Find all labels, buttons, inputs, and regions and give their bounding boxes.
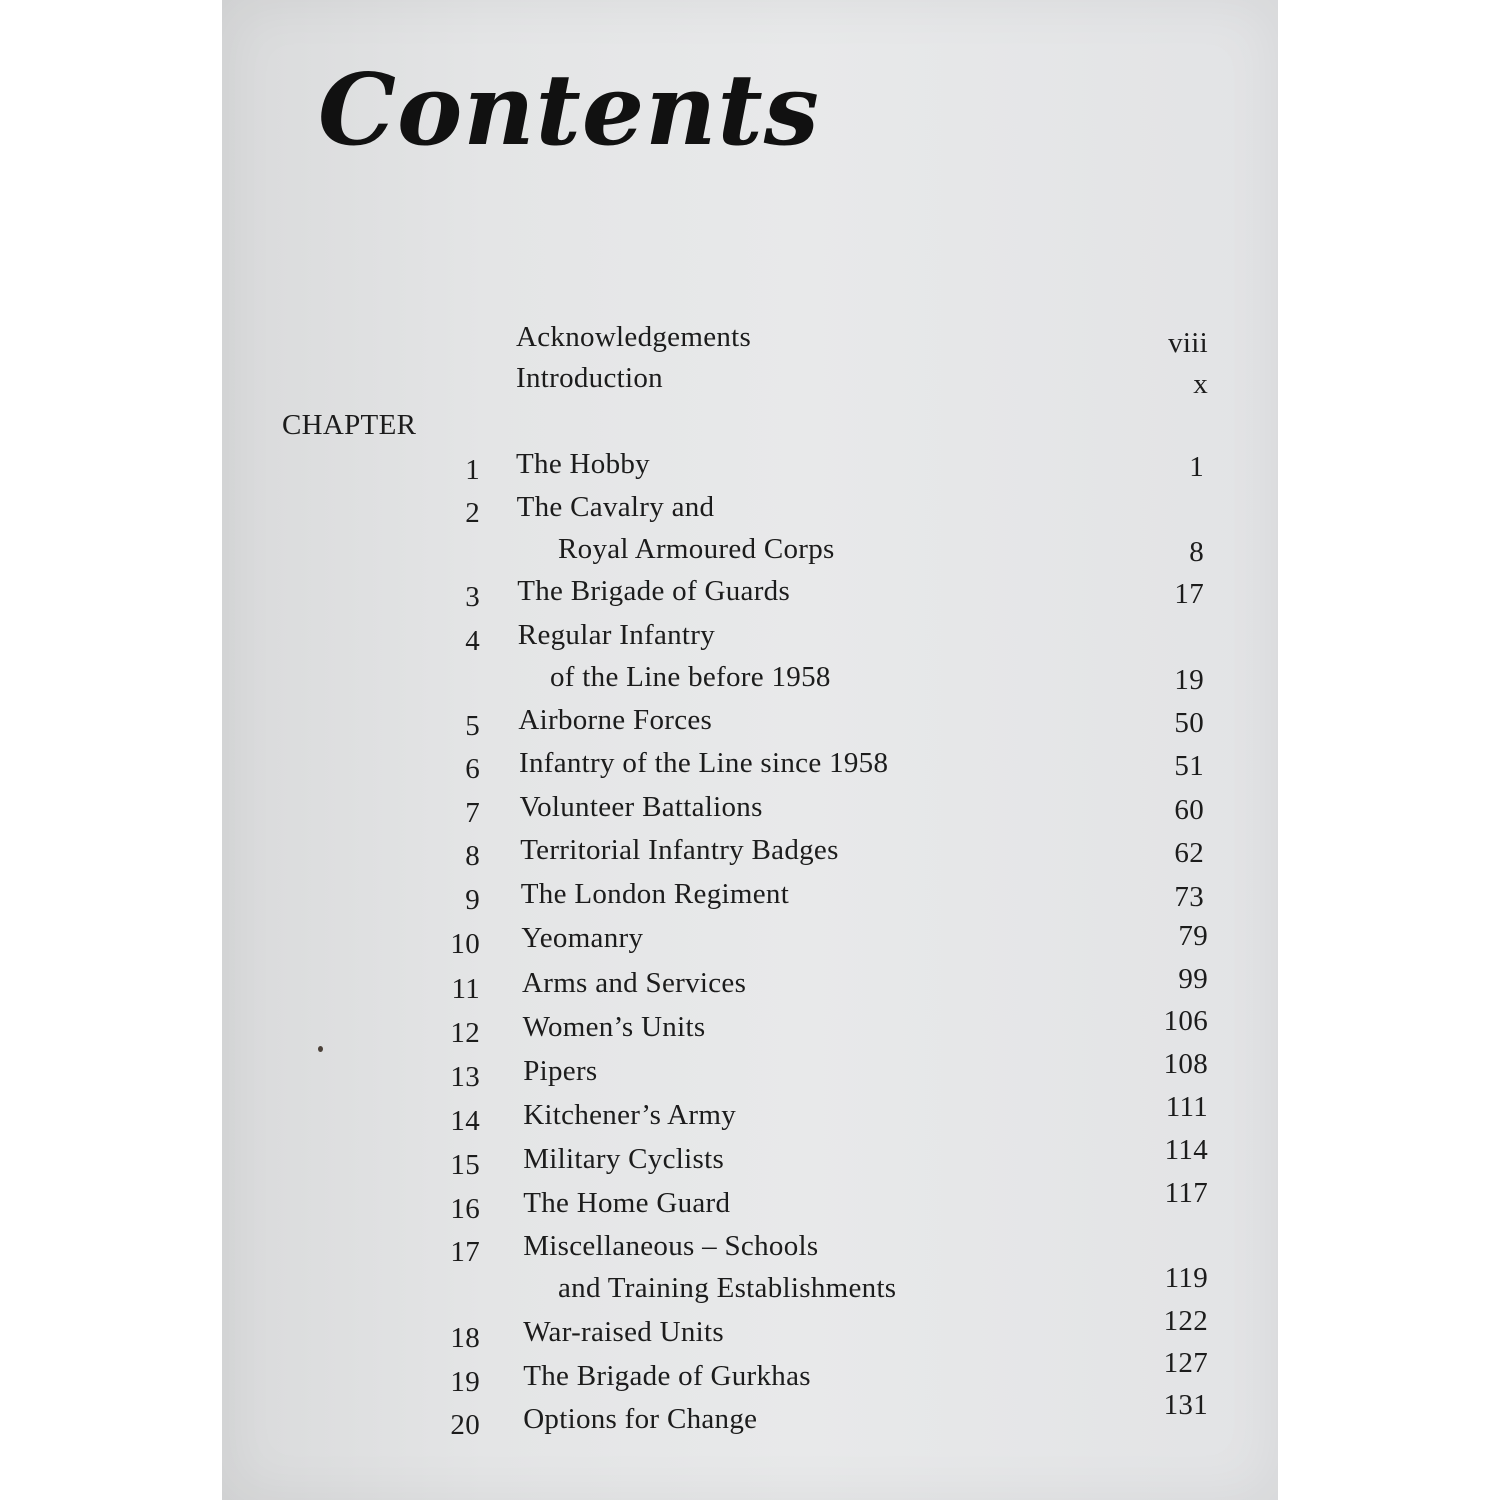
chapter-title: The Hobby: [516, 448, 650, 480]
table-of-contents: [222, 0, 1278, 1500]
chapter-number: 6: [465, 753, 480, 785]
page-number: 19: [1174, 664, 1204, 696]
chapter-row: [222, 487, 1278, 568]
chapter-title: Options for Change: [523, 1403, 758, 1435]
chapter-title: Military Cyclists: [523, 1143, 725, 1175]
chapter-number: 2: [465, 497, 480, 529]
chapter-title: Volunteer Battalions: [519, 791, 763, 823]
chapter-row: [222, 1226, 1278, 1304]
chapter-title: Regular Infantry: [517, 619, 716, 651]
page-number: 131: [1163, 1389, 1208, 1421]
chapter-title: The London Regiment: [520, 878, 790, 910]
chapter-number: 7: [465, 797, 480, 829]
page-number: 127: [1163, 1347, 1208, 1379]
chapter-title-continued: of the Line before 1958: [550, 661, 831, 693]
chapter-title: Territorial Infantry Badges: [520, 834, 839, 866]
chapter-number: 11: [451, 973, 480, 1005]
page-number: 114: [1164, 1134, 1208, 1166]
chapter-number: 12: [450, 1017, 480, 1049]
chapter-number: 8: [465, 840, 480, 872]
page-number: x: [1193, 368, 1208, 400]
page-number: 111: [1165, 1091, 1208, 1123]
chapter-row: [222, 1048, 1278, 1093]
chapter-number: 17: [450, 1236, 480, 1268]
chapter-title: The Brigade of Gurkhas: [523, 1360, 811, 1392]
chapter-row: [222, 615, 1278, 696]
chapter-row: [222, 700, 1278, 740]
chapter-row: [222, 787, 1278, 827]
chapter-row: [222, 571, 1278, 611]
chapter-row: [222, 444, 1278, 484]
chapter-row: [222, 830, 1278, 870]
chapter-title-continued: Royal Armoured Corps: [558, 533, 835, 565]
chapter-title: Pipers: [523, 1055, 598, 1087]
chapter-title: Arms and Services: [522, 967, 747, 999]
chapter-number: 13: [450, 1061, 480, 1093]
page-number: 50: [1174, 707, 1204, 739]
chapter-number: 18: [450, 1322, 480, 1354]
page-number: 122: [1163, 1305, 1208, 1337]
chapter-title: The Cavalry and: [516, 491, 715, 523]
chapter-number: 1: [465, 454, 480, 486]
chapter-row: [222, 743, 1278, 783]
chapter-title: Airborne Forces: [518, 704, 713, 736]
chapter-number: 16: [450, 1193, 480, 1225]
page-number: 119: [1164, 1262, 1208, 1294]
chapter-number: 14: [450, 1105, 480, 1137]
chapter-row: [222, 874, 1278, 914]
chapter-title: War-raised Units: [523, 1316, 724, 1348]
page-number: 106: [1163, 1005, 1208, 1037]
page-number: 108: [1163, 1048, 1208, 1080]
page-number: 51: [1174, 750, 1204, 782]
chapter-row: [222, 963, 1278, 1003]
chapter-row: [222, 1091, 1278, 1137]
page-number: 1: [1189, 451, 1204, 483]
chapter-number: 4: [465, 625, 480, 657]
chapter-title: Miscellaneous – Schools: [523, 1230, 819, 1262]
chapter-number: 9: [465, 884, 480, 916]
chapter-row: [222, 1177, 1278, 1225]
chapter-title: Yeomanry: [521, 922, 644, 954]
page-number: 79: [1178, 920, 1208, 952]
chapter-title: Women’s Units: [522, 1011, 706, 1043]
page-number: 8: [1189, 536, 1204, 568]
page-number: 62: [1174, 837, 1204, 869]
chapter-row: [222, 918, 1278, 958]
page-number: viii: [1168, 327, 1208, 359]
chapter-row: [222, 1389, 1278, 1441]
page-title: Contents: [318, 53, 820, 168]
page-number: 73: [1174, 881, 1204, 913]
page-number: 117: [1164, 1177, 1208, 1209]
chapter-title: The Home Guard: [523, 1187, 731, 1219]
page-number: 17: [1174, 578, 1204, 610]
chapter-number: 19: [450, 1366, 480, 1398]
chapter-title: The Brigade of Guards: [517, 575, 791, 607]
chapter-title-continued: and Training Establishments: [558, 1272, 897, 1304]
entry-title: Introduction: [516, 362, 663, 394]
chapter-number: 15: [450, 1149, 480, 1181]
chapter-number: 20: [450, 1409, 480, 1441]
entry-title: Acknowledgements: [516, 321, 752, 353]
chapter-number: 5: [465, 710, 480, 742]
page-number: 99: [1178, 963, 1208, 995]
page-number: 60: [1174, 794, 1204, 826]
chapter-heading: CHAPTER: [282, 409, 417, 441]
book-page: [222, 0, 1278, 1500]
chapter-title: Infantry of the Line since 1958: [519, 747, 889, 779]
chapter-row: [222, 1007, 1278, 1047]
ink-speck: [318, 1046, 323, 1052]
chapter-title: Kitchener’s Army: [523, 1099, 737, 1131]
front-matter-row: [222, 317, 1278, 357]
chapter-number: 3: [465, 581, 480, 613]
front-matter-row: [222, 358, 1278, 398]
chapter-number: 10: [450, 928, 480, 960]
